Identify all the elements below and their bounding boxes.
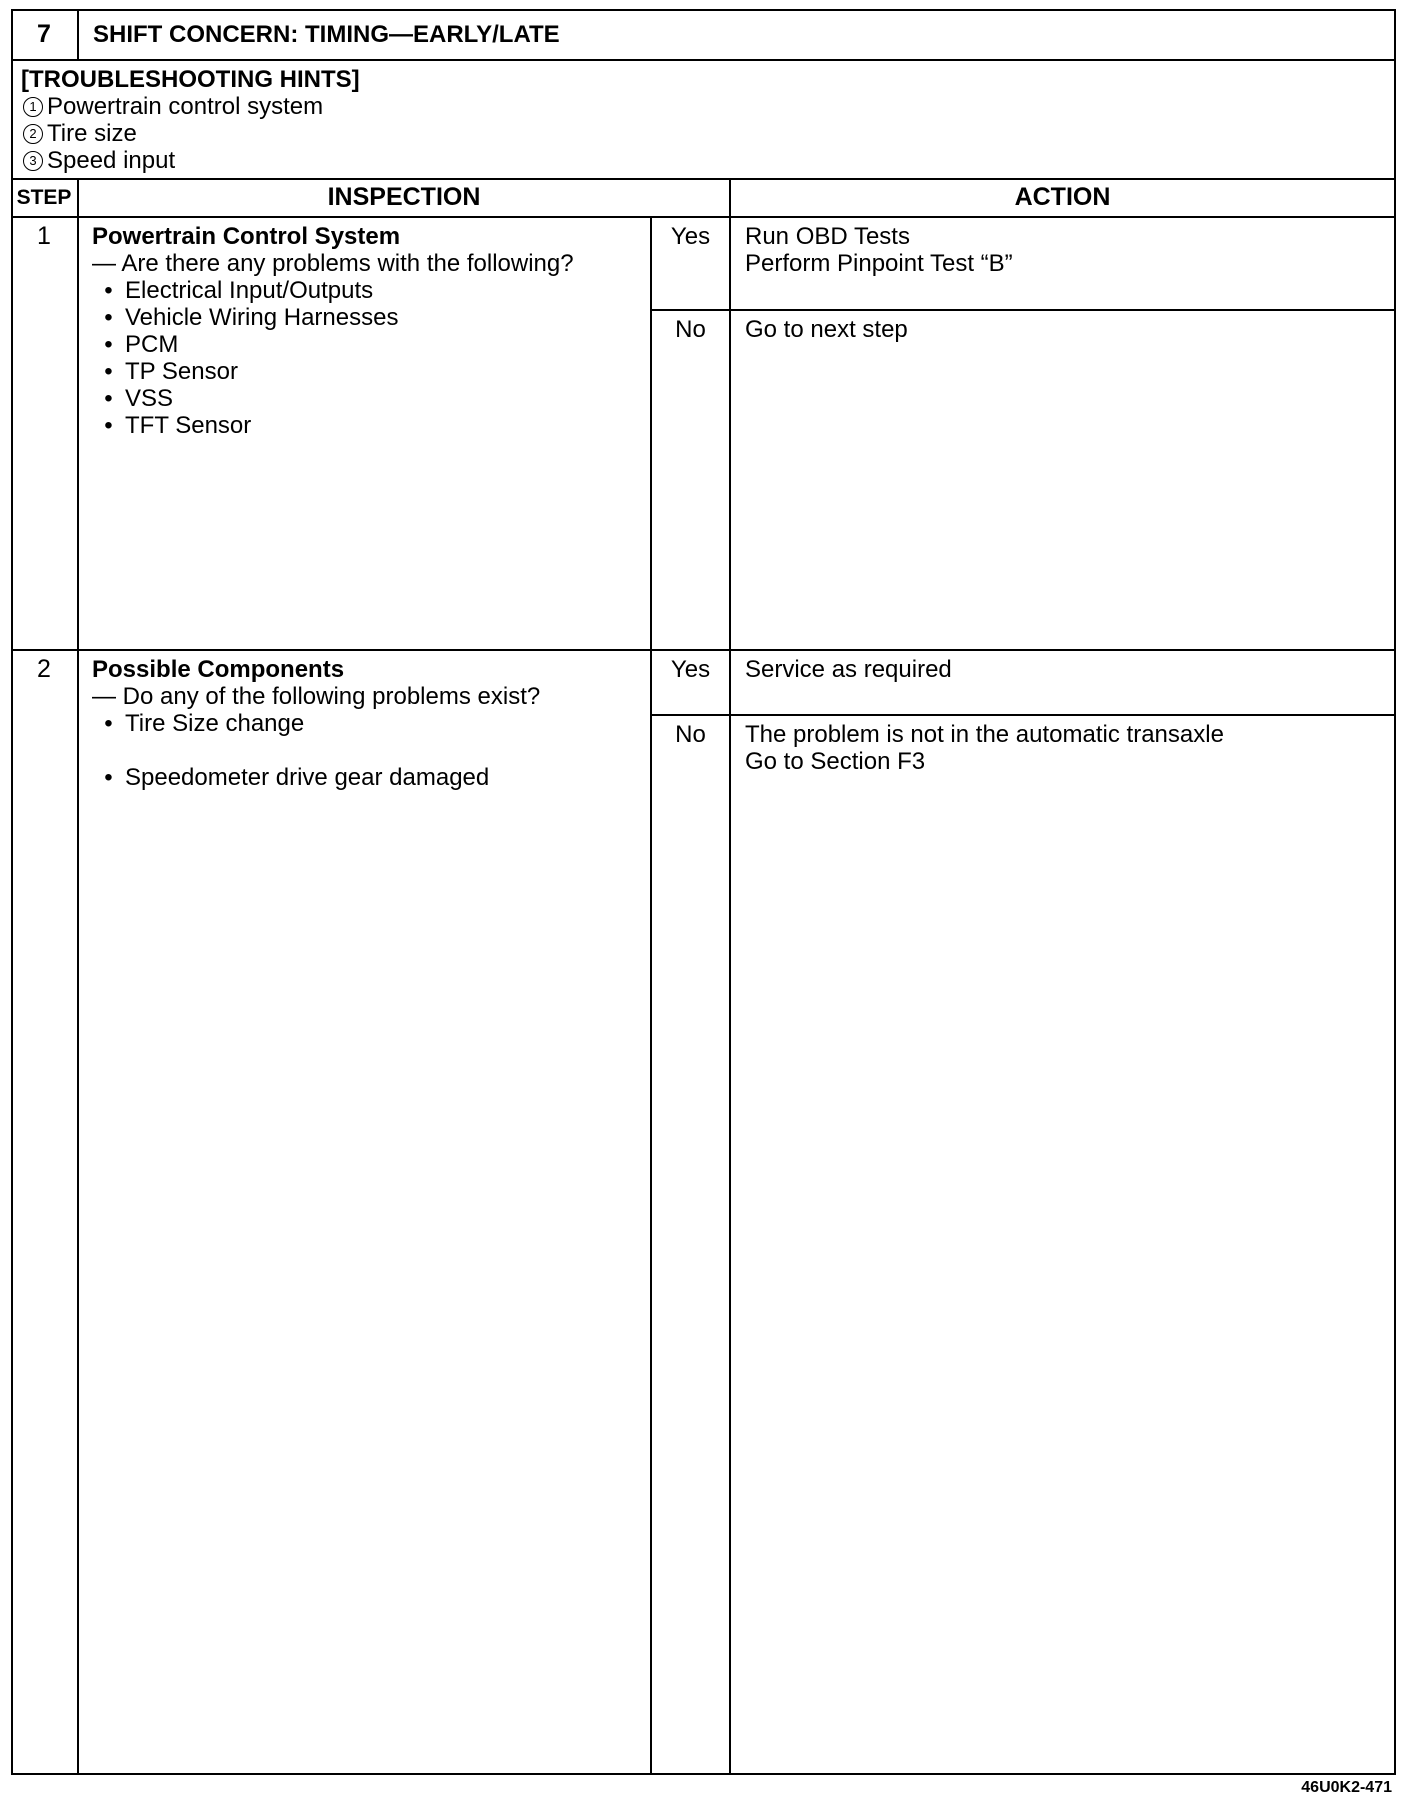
no-action-line: The problem is not in the automatic transaxle xyxy=(745,721,1224,748)
hint-item xyxy=(23,93,323,120)
yes-no-divider xyxy=(650,309,1396,311)
figure-code: 46U0K2-471 xyxy=(1301,1779,1392,1796)
col-action-header: ACTION xyxy=(1014,183,1111,211)
step-item-list xyxy=(92,277,398,439)
hints-heading: [TROUBLESHOOTING HINTS] xyxy=(21,66,360,93)
list-item: • TFT Sensor xyxy=(104,412,252,439)
list-item: • Vehicle Wiring Harnesses xyxy=(104,304,399,331)
step-divider xyxy=(11,649,1396,651)
step-title: Powertrain Control System xyxy=(92,223,401,250)
step-question: — Are there any problems with the following? xyxy=(92,250,574,277)
yes-action-line: Run OBD Tests xyxy=(745,223,910,250)
list-item: • Electrical Input/Outputs xyxy=(104,277,374,304)
hint-text: Powertrain control system xyxy=(47,93,324,120)
list-item: • Speedometer drive gear damaged xyxy=(104,764,490,791)
circled-number: 1 xyxy=(23,97,43,117)
list-item: • VSS xyxy=(104,385,174,412)
hint-text: Tire size xyxy=(47,120,137,147)
circled-number: 3 xyxy=(23,151,43,171)
no-action-line: Go to Section F3 xyxy=(745,748,926,775)
yes-action-line: Service as required xyxy=(745,656,952,683)
concern-number: 7 xyxy=(37,20,51,48)
no-label: No xyxy=(675,316,706,343)
yes-no-divider xyxy=(650,714,1396,716)
col-step-header: STEP xyxy=(16,186,72,209)
yesno-column-line xyxy=(650,216,652,1775)
step-question: — Do any of the following problems exist? xyxy=(92,683,541,710)
frame-left xyxy=(11,9,13,1775)
step-column-line xyxy=(77,178,79,1775)
frame-top xyxy=(11,9,1396,11)
step-number: 2 xyxy=(37,655,51,683)
hints-bottom-line xyxy=(11,178,1396,180)
circled-number: 2 xyxy=(23,124,43,144)
frame-right xyxy=(1394,9,1396,1775)
hint-item xyxy=(23,120,323,147)
action-column-line xyxy=(729,178,731,1775)
col-inspection-header: INSPECTION xyxy=(327,183,481,211)
step-item-list xyxy=(92,710,489,791)
yes-action-line: Perform Pinpoint Test “B” xyxy=(745,250,1013,277)
hint-item xyxy=(23,147,323,174)
yes-label: Yes xyxy=(670,223,711,250)
step-number: 1 xyxy=(37,222,51,250)
no-label: No xyxy=(675,721,706,748)
hint-text: Speed input xyxy=(47,147,176,174)
list-item: • PCM xyxy=(104,331,179,358)
frame-bottom xyxy=(11,1773,1396,1775)
no-action-line: Go to next step xyxy=(745,316,908,343)
concern-title: SHIFT CONCERN: TIMING—EARLY/LATE xyxy=(93,21,560,48)
list-item: • TP Sensor xyxy=(104,358,238,385)
list-item: • Tire Size change xyxy=(104,710,305,737)
header-bottom-line xyxy=(11,59,1396,61)
column-header-bottom-line xyxy=(11,216,1396,218)
hints-list xyxy=(23,93,323,174)
header-divider xyxy=(77,9,79,59)
step-title: Possible Components xyxy=(92,656,345,683)
shift-concern-sheet xyxy=(11,9,1396,1796)
yes-label: Yes xyxy=(670,656,711,683)
